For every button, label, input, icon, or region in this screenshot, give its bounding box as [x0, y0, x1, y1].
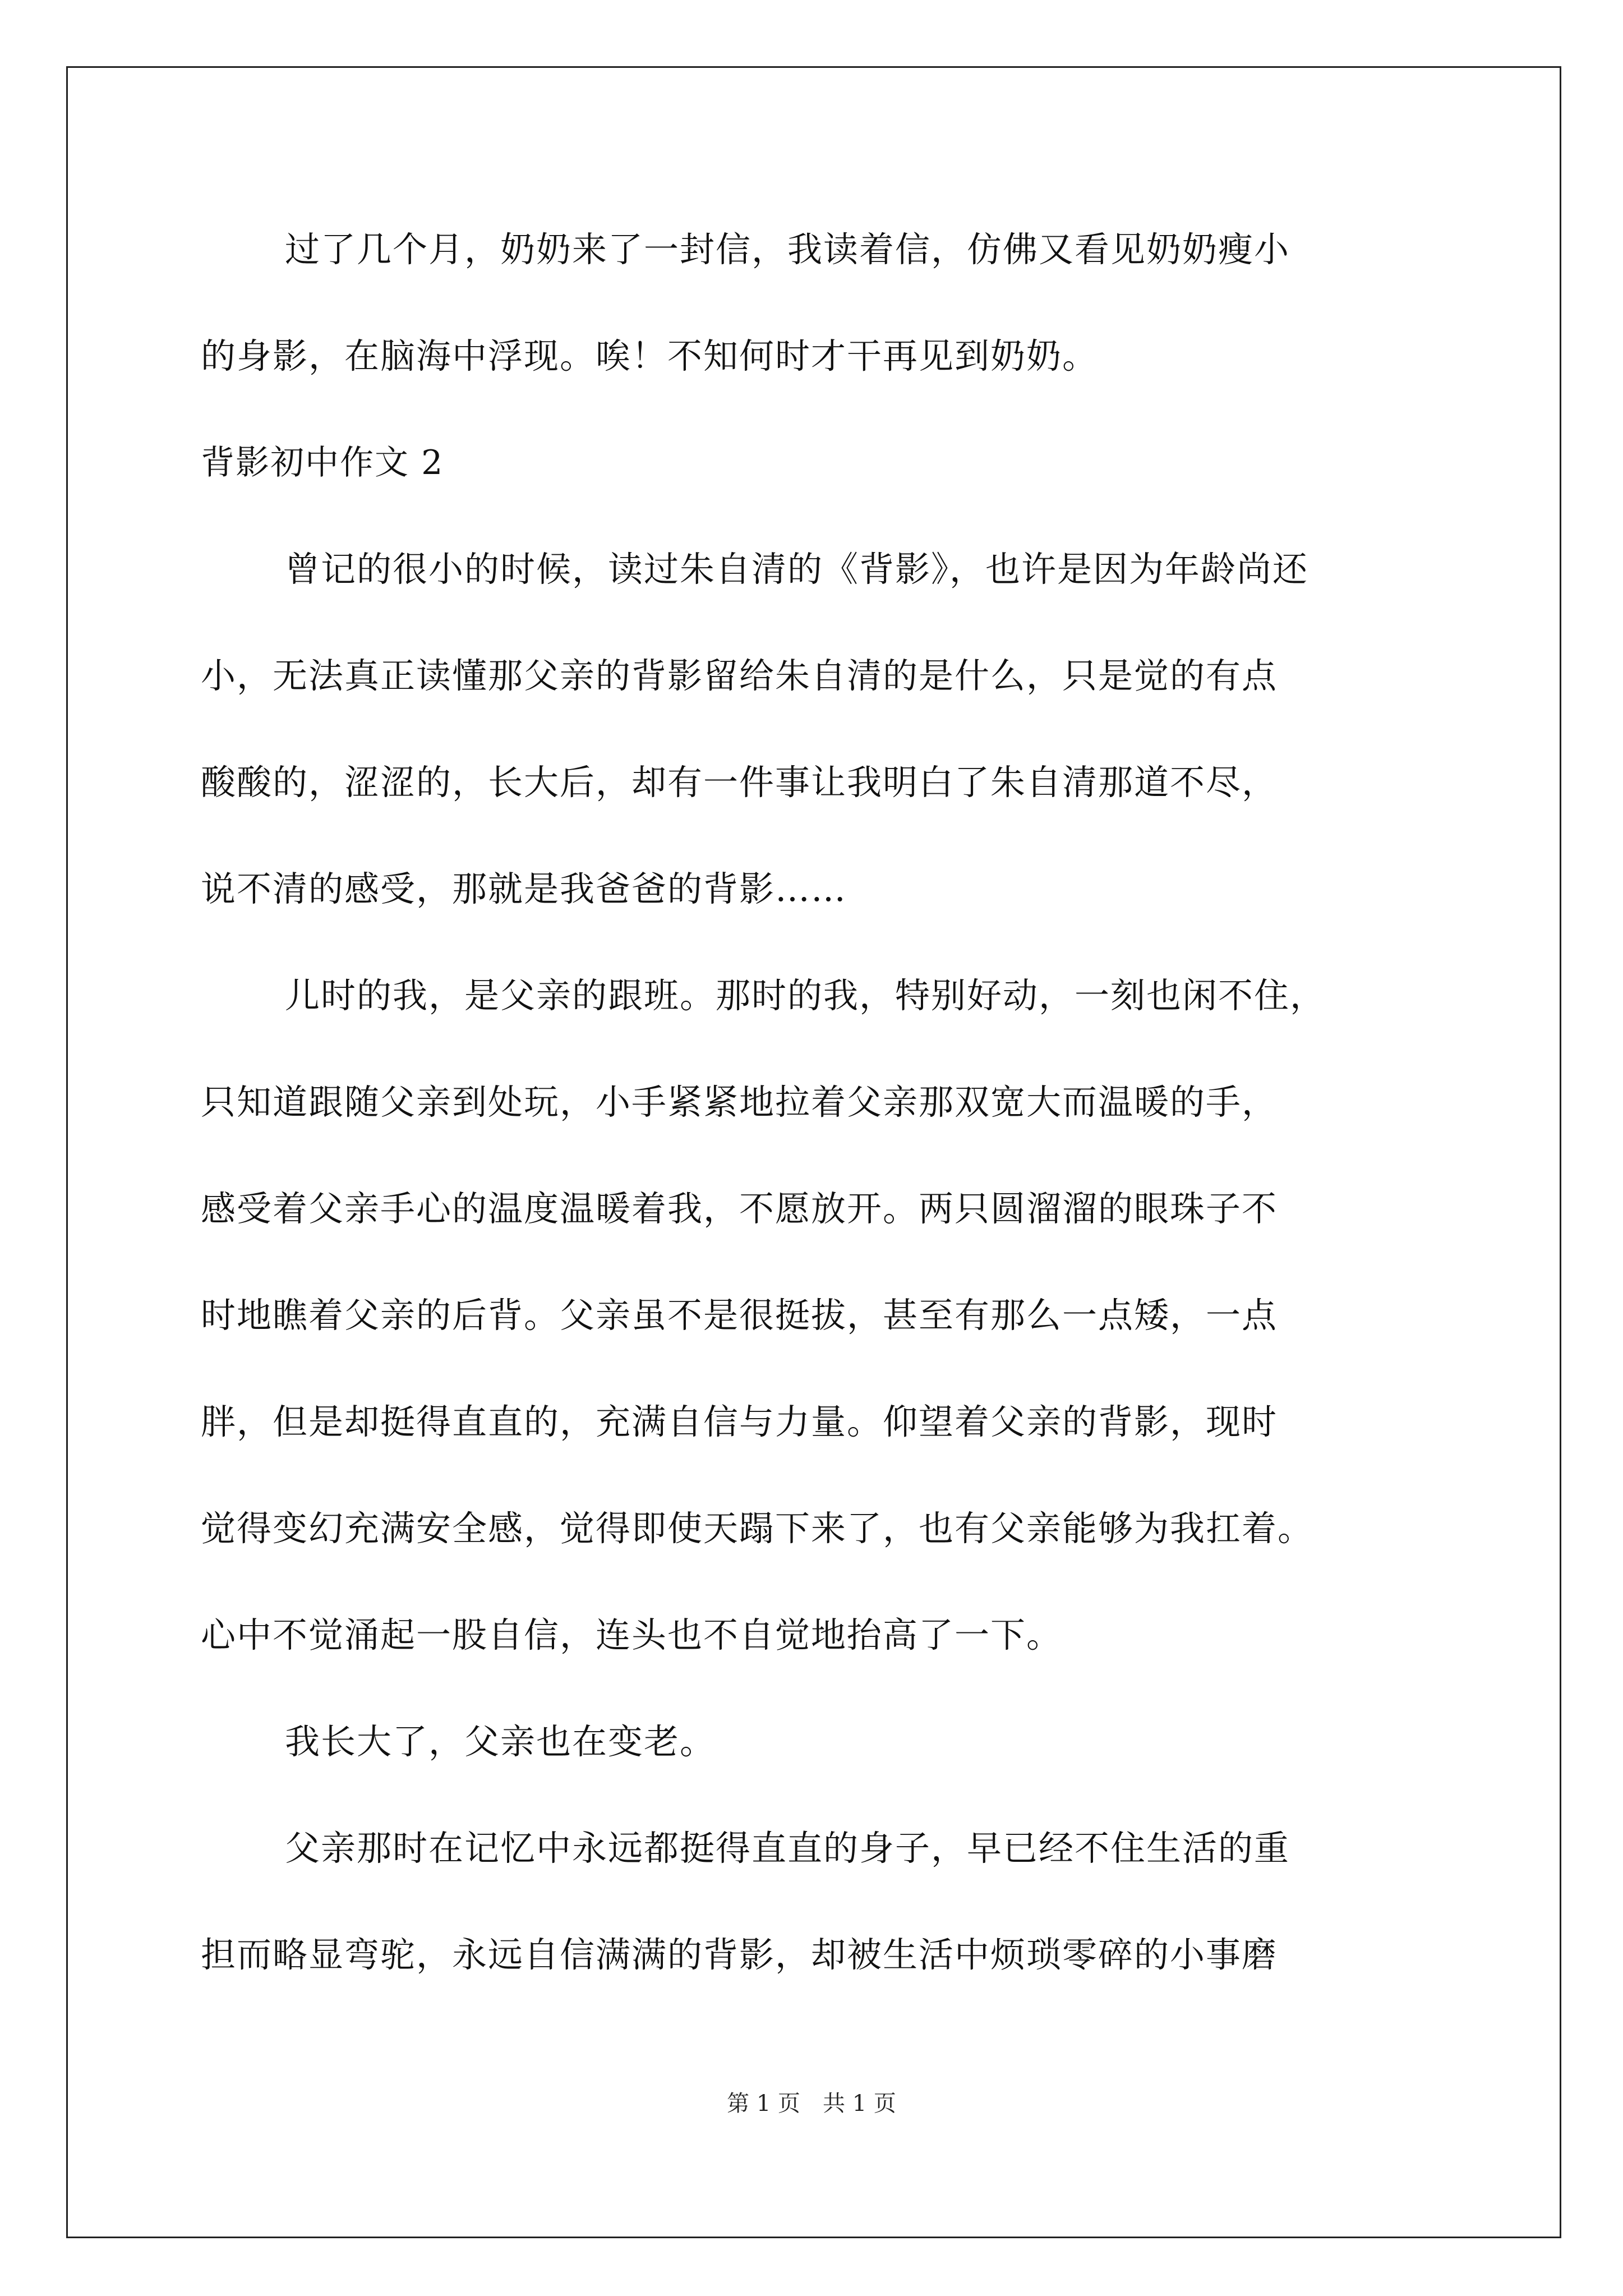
page-border [66, 66, 1561, 2238]
paragraph-line: 过了几个月，奶奶来了一封信，我读着信，仿佛又看见奶奶瘦小 [285, 229, 1290, 270]
paragraph-line: 的身影，在脑海中浮现。唉！不知何时才干再见到奶奶。 [201, 335, 1099, 376]
paragraph-line: 父亲那时在记忆中永远都挺得直直的身子，早已经不住生活的重 [285, 1828, 1290, 1869]
paragraph-line: 时地瞧着父亲的后背。父亲虽不是很挺拔，甚至有那么一点矮，一点 [201, 1295, 1278, 1336]
paragraph-line: 儿时的我，是父亲的跟班。那时的我，特别好动，一刻也闲不住， [285, 975, 1326, 1016]
paragraph-line: 我长大了，父亲也在变老。 [285, 1721, 716, 1762]
paragraph-line: 感受着父亲手心的温度温暖着我，不愿放开。两只圆溜溜的眼珠子不 [201, 1188, 1278, 1229]
paragraph-line: 说不清的感受，那就是我爸爸的背影…… [201, 868, 847, 909]
paragraph-line: 小，无法真正读懂那父亲的背影留给朱自清的是什么，只是觉的有点 [201, 655, 1278, 696]
page-footer: 第 1 页 共 1 页 [727, 2091, 896, 2116]
section-heading: 背影初中作文 2 [201, 443, 444, 482]
paragraph-line: 曾记的很小的时候，读过朱自清的《背影》，也许是因为年龄尚还 [285, 549, 1309, 590]
paragraph-line: 觉得变幻充满安全感，觉得即使天蹋下来了，也有父亲能够为我扛着。 [201, 1508, 1314, 1549]
paragraph-line: 酸酸的，涩涩的，长大后，却有一件事让我明白了朱自清那道不尽， [201, 762, 1278, 803]
paragraph-line: 胖，但是却挺得直直的，充满自信与力量。仰望着父亲的背影，现时 [201, 1401, 1278, 1442]
paragraph-line: 担而略显弯驼，永远自信满满的背影，却被生活中烦琐零碎的小事磨 [201, 1934, 1278, 1975]
paragraph-line: 心中不觉涌起一股自信，连头也不自觉地抬高了一下。 [201, 1614, 1063, 1655]
paragraph-line: 只知道跟随父亲到处玩，小手紧紧地拉着父亲那双宽大而温暖的手， [201, 1082, 1278, 1122]
